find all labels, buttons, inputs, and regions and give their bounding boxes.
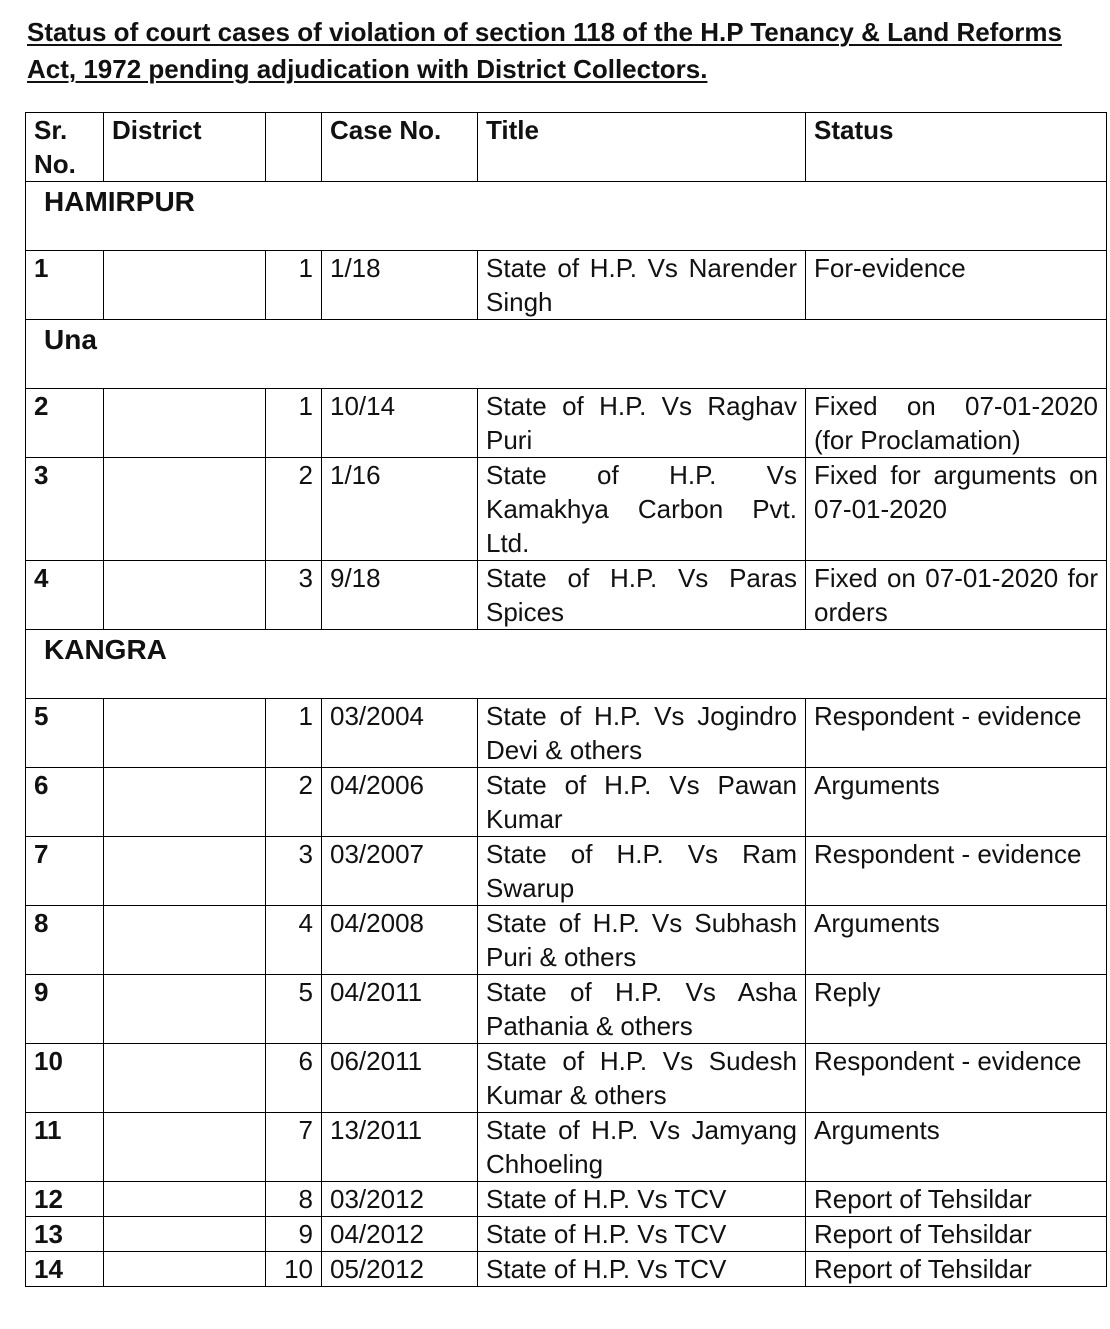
district-cell — [104, 1113, 266, 1182]
header-serial — [266, 113, 322, 182]
status-cell: Respondent - evidence — [806, 837, 1107, 906]
sr-no-cell: 7 — [26, 837, 104, 906]
status-cell: Arguments — [806, 1113, 1107, 1182]
serial-cell: 1 — [266, 251, 322, 320]
case-no-cell: 1/16 — [322, 458, 478, 561]
header-title: Title — [478, 113, 806, 182]
table-row — [26, 837, 1107, 906]
status-cell: Arguments — [806, 906, 1107, 975]
header-status: Status — [806, 113, 1107, 182]
district-cell — [104, 1252, 266, 1287]
table-row — [26, 768, 1107, 837]
status-cell: Fixed on 07-01-2020 (for Proclamation) — [806, 389, 1107, 458]
table-row — [26, 561, 1107, 630]
serial-cell: 2 — [266, 458, 322, 561]
district-cell — [104, 1044, 266, 1113]
case-no-cell: 05/2012 — [322, 1252, 478, 1287]
serial-cell: 3 — [266, 561, 322, 630]
sr-no-cell: 3 — [26, 458, 104, 561]
sr-no-cell: 11 — [26, 1113, 104, 1182]
case-no-cell: 04/2006 — [322, 768, 478, 837]
sr-no-cell: 9 — [26, 975, 104, 1044]
sr-no-cell: 14 — [26, 1252, 104, 1287]
title-cell: State of H.P. Vs Narender Singh — [478, 251, 806, 320]
district-row-kangra — [26, 630, 1107, 699]
sr-no-cell: 6 — [26, 768, 104, 837]
district-row-hamirpur — [26, 182, 1107, 251]
table-header-row — [26, 113, 1107, 182]
table-row — [26, 1252, 1107, 1287]
sr-no-cell: 8 — [26, 906, 104, 975]
district-name: Una — [26, 320, 1107, 389]
status-cell: Fixed for arguments on 07-01-2020 — [806, 458, 1107, 561]
sr-no-cell: 5 — [26, 699, 104, 768]
status-cell: Reply — [806, 975, 1107, 1044]
district-name: HAMIRPUR — [26, 182, 1107, 251]
title-cell: State of H.P. Vs Jogindro Devi & others — [478, 699, 806, 768]
court-cases-table — [25, 112, 1107, 1287]
district-cell — [104, 768, 266, 837]
serial-cell: 1 — [266, 389, 322, 458]
serial-cell: 5 — [266, 975, 322, 1044]
status-cell: Report of Tehsildar — [806, 1217, 1107, 1252]
district-cell — [104, 251, 266, 320]
district-cell — [104, 561, 266, 630]
status-cell: Arguments — [806, 768, 1107, 837]
table-row — [26, 1113, 1107, 1182]
table-row — [26, 699, 1107, 768]
district-name: KANGRA — [26, 630, 1107, 699]
title-cell: State of H.P. Vs TCV — [478, 1252, 806, 1287]
status-cell: Report of Tehsildar — [806, 1182, 1107, 1217]
case-no-cell: 06/2011 — [322, 1044, 478, 1113]
serial-cell: 8 — [266, 1182, 322, 1217]
sr-no-cell: 13 — [26, 1217, 104, 1252]
serial-cell: 7 — [266, 1113, 322, 1182]
sr-no-cell: 10 — [26, 1044, 104, 1113]
status-cell: For-evidence — [806, 251, 1107, 320]
case-no-cell: 03/2007 — [322, 837, 478, 906]
table-row — [26, 251, 1107, 320]
case-no-cell: 10/14 — [322, 389, 478, 458]
table-row — [26, 1217, 1107, 1252]
status-cell: Respondent - evidence — [806, 1044, 1107, 1113]
title-cell: State of H.P. Vs Asha Pathania & others — [478, 975, 806, 1044]
sr-no-cell: 1 — [26, 251, 104, 320]
district-row-una — [26, 320, 1107, 389]
title-cell: State of H.P. Vs Subhash Puri & others — [478, 906, 806, 975]
table-row — [26, 458, 1107, 561]
status-cell: Fixed on 07-01-2020 for orders — [806, 561, 1107, 630]
header-district: District — [104, 113, 266, 182]
serial-cell: 1 — [266, 699, 322, 768]
table-row — [26, 906, 1107, 975]
district-cell — [104, 699, 266, 768]
title-cell: State of H.P. Vs TCV — [478, 1217, 806, 1252]
title-cell: State of H.P. Vs Ram Swarup — [478, 837, 806, 906]
district-cell — [104, 906, 266, 975]
header-sr-no: Sr. No. — [26, 113, 104, 182]
case-no-cell: 9/18 — [322, 561, 478, 630]
title-cell: State of H.P. Vs Jamyang Chhoeling — [478, 1113, 806, 1182]
district-cell — [104, 975, 266, 1044]
serial-cell: 3 — [266, 837, 322, 906]
title-cell: State of H.P. Vs Raghav Puri — [478, 389, 806, 458]
serial-cell: 10 — [266, 1252, 322, 1287]
status-cell: Respondent - evidence — [806, 699, 1107, 768]
case-no-cell: 03/2012 — [322, 1182, 478, 1217]
table-row — [26, 975, 1107, 1044]
case-no-cell: 04/2012 — [322, 1217, 478, 1252]
district-cell — [104, 1217, 266, 1252]
sr-no-cell: 12 — [26, 1182, 104, 1217]
district-cell — [104, 458, 266, 561]
title-cell: State of H.P. Vs TCV — [478, 1182, 806, 1217]
case-no-cell: 04/2011 — [322, 975, 478, 1044]
serial-cell: 4 — [266, 906, 322, 975]
district-cell — [104, 389, 266, 458]
sr-no-cell: 4 — [26, 561, 104, 630]
title-cell: State of H.P. Vs Pawan Kumar — [478, 768, 806, 837]
serial-cell: 9 — [266, 1217, 322, 1252]
title-cell: State of H.P. Vs Sudesh Kumar & others — [478, 1044, 806, 1113]
table-row — [26, 1044, 1107, 1113]
case-no-cell: 13/2011 — [322, 1113, 478, 1182]
sr-no-cell: 2 — [26, 389, 104, 458]
title-cell: State of H.P. Vs Kamakhya Carbon Pvt. Ltd. — [478, 458, 806, 561]
header-case-no: Case No. — [322, 113, 478, 182]
table-row — [26, 389, 1107, 458]
title-cell: State of H.P. Vs Paras Spices — [478, 561, 806, 630]
district-cell — [104, 837, 266, 906]
case-no-cell: 04/2008 — [322, 906, 478, 975]
case-no-cell: 1/18 — [322, 251, 478, 320]
serial-cell: 2 — [266, 768, 322, 837]
serial-cell: 6 — [266, 1044, 322, 1113]
district-cell — [104, 1182, 266, 1217]
case-no-cell: 03/2004 — [322, 699, 478, 768]
status-cell: Report of Tehsildar — [806, 1252, 1107, 1287]
document-title: Status of court cases of violation of section 118 of the H.P Tenancy & Land Reforms Act, 1972 pending adjudication with District Collectors. — [27, 17, 1062, 84]
table-row — [26, 1182, 1107, 1217]
